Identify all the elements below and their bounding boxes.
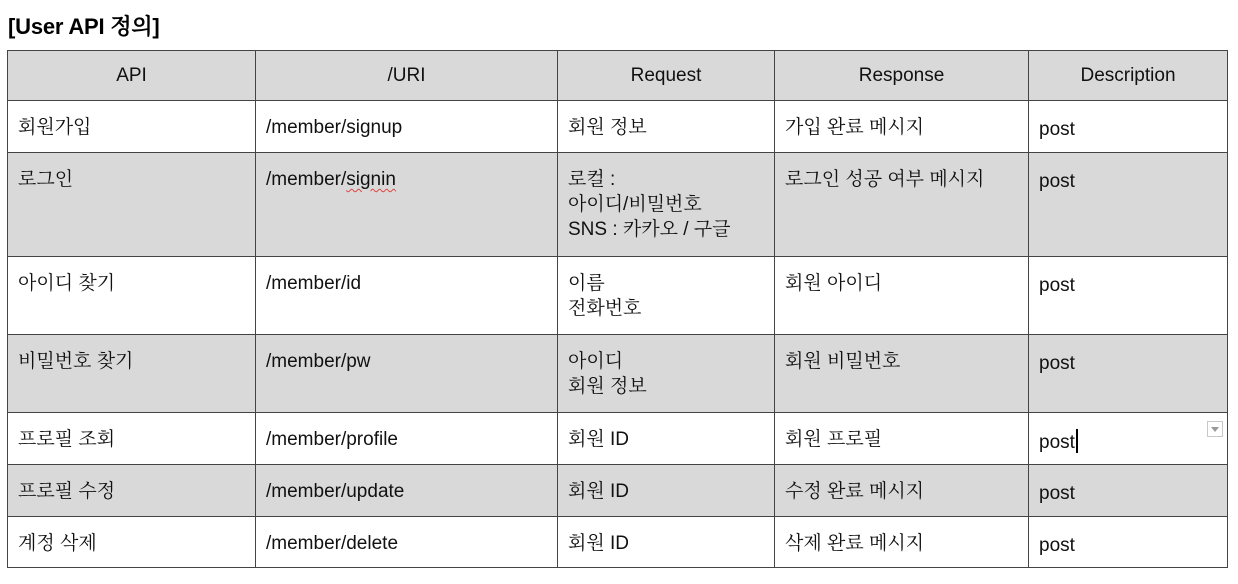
column-header-uri[interactable]: /URI	[256, 51, 558, 101]
cell-response[interactable]: 수정 완료 메시지	[775, 465, 1029, 517]
cell-api[interactable]: 프로필 수정	[8, 465, 256, 517]
chevron-down-icon[interactable]	[1207, 421, 1223, 437]
cell-request[interactable]: 회원 정보	[558, 101, 775, 153]
cell-request[interactable]: 회원 ID	[558, 413, 775, 465]
cell-api[interactable]: 로그인	[8, 153, 256, 257]
column-header-api[interactable]: API	[8, 51, 256, 101]
cell-uri[interactable]: /member/id	[256, 257, 558, 335]
cell-uri[interactable]: /member/pw	[256, 335, 558, 413]
cell-text: post	[1039, 432, 1075, 453]
cell-uri[interactable]: /member/delete	[256, 517, 558, 568]
cell-request[interactable]: 회원 ID	[558, 465, 775, 517]
cell-request[interactable]: 아이디 회원 정보	[558, 335, 775, 413]
table-row	[8, 413, 1228, 465]
cell-description[interactable]: post	[1029, 517, 1228, 568]
text-cursor	[1076, 429, 1078, 453]
column-header-request[interactable]: Request	[558, 51, 775, 101]
cell-description[interactable]: post	[1029, 101, 1228, 153]
cell-api[interactable]: 비밀번호 찾기	[8, 335, 256, 413]
table-row	[8, 153, 1228, 257]
table-header-row	[8, 51, 1228, 101]
cell-request[interactable]: 이름 전화번호	[558, 257, 775, 335]
table-row	[8, 101, 1228, 153]
cell-uri[interactable]	[256, 153, 558, 257]
cell-response[interactable]: 회원 비밀번호	[775, 335, 1029, 413]
cell-request[interactable]: 회원 ID	[558, 517, 775, 568]
uri-prefix: /member/	[266, 169, 347, 190]
table-row	[8, 517, 1228, 568]
page-title: [User API 정의]	[8, 14, 160, 39]
column-header-response[interactable]: Response	[775, 51, 1029, 101]
cell-description[interactable]: post	[1029, 153, 1228, 257]
spellcheck-flagged-word[interactable]: signin	[346, 169, 396, 190]
cell-response[interactable]: 삭제 완료 메시지	[775, 517, 1029, 568]
cell-description-active[interactable]	[1029, 413, 1228, 465]
cell-uri[interactable]: /member/update	[256, 465, 558, 517]
cell-api[interactable]: 계정 삭제	[8, 517, 256, 568]
cell-response[interactable]: 회원 아이디	[775, 257, 1029, 335]
table-row	[8, 335, 1228, 413]
cell-description[interactable]: post	[1029, 335, 1228, 413]
cell-api[interactable]: 아이디 찾기	[8, 257, 256, 335]
cell-description[interactable]: post	[1029, 465, 1228, 517]
table-row	[8, 257, 1228, 335]
cell-response[interactable]: 로그인 성공 여부 메시지	[775, 153, 1029, 257]
cell-uri[interactable]: /member/profile	[256, 413, 558, 465]
cell-uri[interactable]: /member/signup	[256, 101, 558, 153]
api-definition-table	[7, 50, 1228, 568]
cell-description[interactable]: post	[1029, 257, 1228, 335]
cell-response[interactable]: 가입 완료 메시지	[775, 101, 1029, 153]
table-row	[8, 465, 1228, 517]
cell-request[interactable]: 로컬 : 아이디/비밀번호 SNS : 카카오 / 구글	[558, 153, 775, 257]
cell-api[interactable]: 프로필 조회	[8, 413, 256, 465]
column-header-description[interactable]: Description	[1029, 51, 1228, 101]
cell-api[interactable]: 회원가입	[8, 101, 256, 153]
cell-response[interactable]: 회원 프로필	[775, 413, 1029, 465]
